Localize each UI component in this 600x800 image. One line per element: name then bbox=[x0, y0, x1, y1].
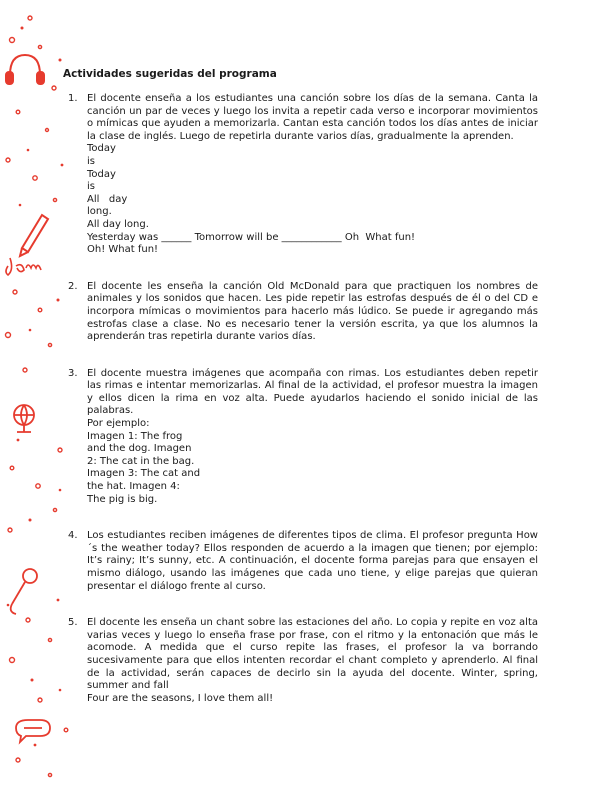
page-heading: Actividades sugeridas del programa bbox=[63, 68, 277, 80]
globe-icon bbox=[14, 405, 34, 432]
activity-list bbox=[68, 93, 538, 705]
pencil-icon bbox=[20, 215, 48, 256]
list-item bbox=[68, 281, 538, 344]
speech-bubble-icon bbox=[16, 720, 50, 742]
signature-mark bbox=[6, 258, 41, 275]
rhyme-line: 2: The cat in the bag. bbox=[87, 455, 195, 467]
song-line: Oh! What fun! bbox=[87, 244, 159, 256]
rhyme-line: the hat. Imagen 4: bbox=[87, 481, 180, 493]
item-number: 5. bbox=[68, 617, 78, 629]
item-paragraph: El docente les enseña un chant sobre las estaciones del año. Lo copia y repite en voz alta varias veces y luego lo enseña frase por frase, con el ritmo y la entonación que más le acomode. A medida que el curso repite las frases, el profesor la va borrando sucesivamente para que ellos intenten recordar el chant completo y aprenderlo. Al final de la actividad, serán capaces de decirlo sin la ayuda del docente. Winter, spring, summer and fall bbox=[87, 617, 538, 692]
rhyme-line: Imagen 3: The cat and bbox=[87, 468, 201, 480]
headphones-icon bbox=[6, 55, 44, 84]
list-item bbox=[68, 93, 538, 257]
song-line: Today bbox=[87, 168, 116, 180]
item-number: 4. bbox=[68, 530, 78, 542]
song-line: Yesterday was ______ Tomorrow will be ____________ Oh What fun! bbox=[87, 231, 416, 243]
song-line: Today bbox=[87, 143, 116, 155]
list-item bbox=[68, 530, 538, 593]
item-paragraph: El docente les enseña la canción Old McDonald para que practiquen los nombres de animales y los sonidos que hacen. Les pide repetir las estrofas después de él o del CD e incorpora mímicas o movimientos para hacerlo más lúdico. Se puede ir agregando más estrofas clase a clase. No es necesario tener la versión escrita, ya que los alumnos la aprenderán tras repetirla durante varios días. bbox=[87, 280, 538, 343]
item-number: 1. bbox=[68, 93, 78, 104]
microphone-icon bbox=[11, 569, 37, 614]
rhyme-line: Imagen 1: The frog bbox=[87, 430, 183, 442]
song-line: All day long. bbox=[87, 218, 149, 230]
rhyme-line: Por ejemplo: bbox=[87, 418, 150, 430]
item-paragraph: Los estudiantes reciben imágenes de diferentes tipos de clima. El profesor pregunta How´s the weather today? Ellos responden de acuerdo a la imagen que tienen; por ejemplo: It’s rainy; It’s sunny, etc. A continuación, el docente forma parejas para que ensayen el mismo diálogo, usando las imágenes que cada uno tiene, y elige parejas que quieran presentar el diálogo frente al curso. bbox=[87, 530, 538, 592]
item-number: 3. bbox=[68, 367, 78, 379]
item-paragraph: El docente muestra imágenes que acompaña con rimas. Los estudiantes deben repetir las rimas e intentar memorizarlas. Al final de la actividad, el profesor muestra la imagen y ellos dicen la rima en voz alta. Puede ayudarlos haciendo el sonido inicial de las palabras. bbox=[87, 367, 538, 417]
chant-line: Four are the seasons, I love them all! bbox=[87, 692, 274, 704]
song-line: All day bbox=[87, 193, 128, 205]
list-item bbox=[68, 617, 538, 705]
rhyme-line: and the dog. Imagen bbox=[87, 443, 192, 455]
item-number: 2. bbox=[68, 280, 78, 292]
song-line: is bbox=[87, 181, 95, 193]
list-item bbox=[68, 368, 538, 507]
rhyme-line: The pig is big. bbox=[87, 493, 158, 505]
item-paragraph: El docente enseña a los estudiantes una canción sobre los días de la semana. Canta la canción un par de veces y luego los invita a repetir cada verso e incorporar movimientos o mímicas que ayuden a memorizarla. Cantan esta canción todos los días antes de iniciar la clase de inglés. Luego de repetirla durante varios días, gradualmente la aprenden. bbox=[87, 93, 538, 142]
song-line: long. bbox=[87, 206, 112, 218]
song-line: is bbox=[87, 155, 95, 167]
